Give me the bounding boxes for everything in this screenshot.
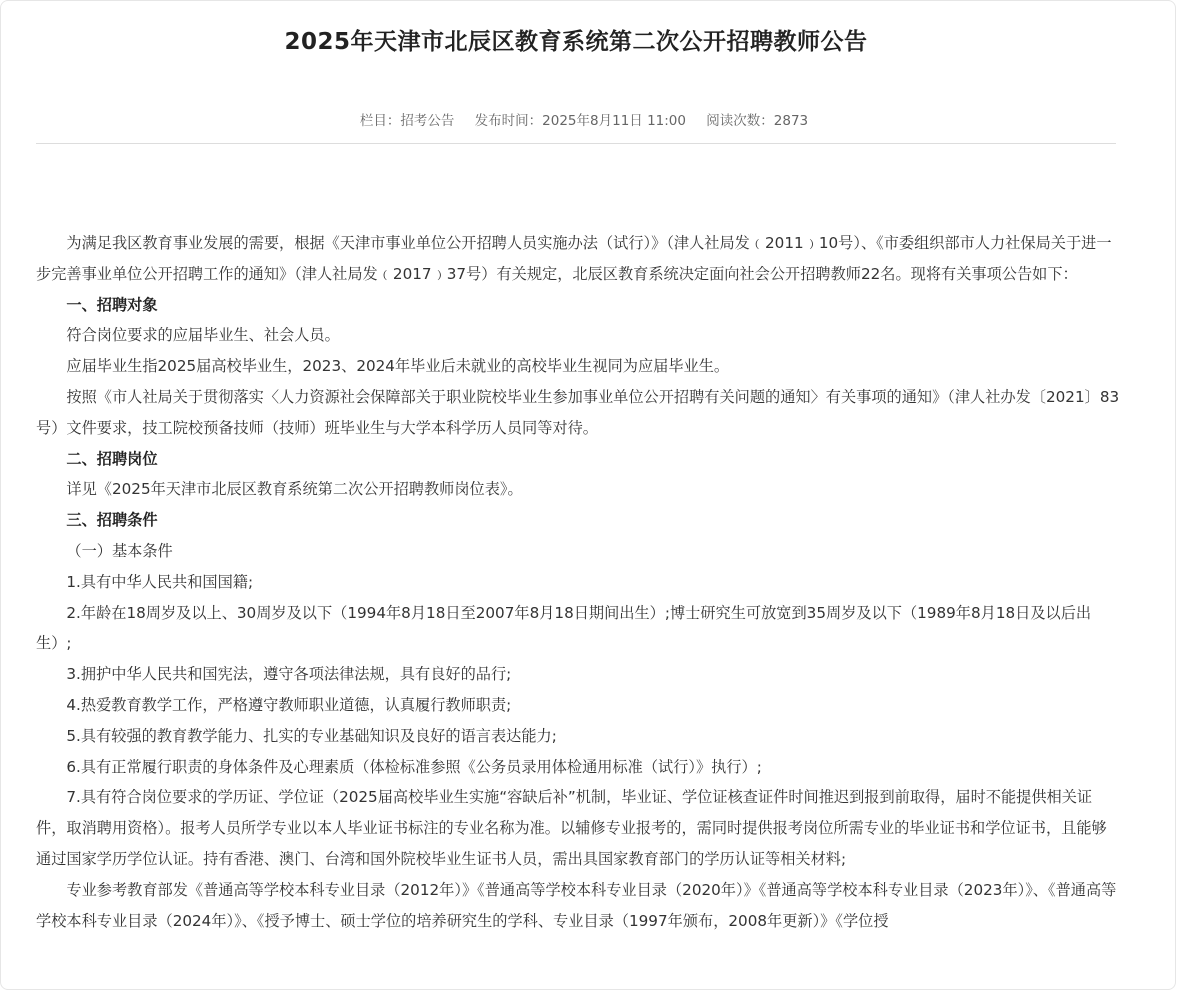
section-heading-recruit-target: 一、招聘对象 xyxy=(66,295,158,314)
meta-read-count: 阅读次数：2873 xyxy=(706,113,809,129)
condition-item: 6.具有正常履行职责的身体条件及心理素质（体检标准参照《公务员录用体检通用标准（试行）》执行）; xyxy=(66,757,762,776)
condition-item: 2.年龄在18周岁及以上、30周岁及以下（1994年8月18日至2007年8月18日期间出生）;博士研究生可放宽到35周岁及以下（1989年8月18日及以后出生）; xyxy=(36,603,1092,653)
paragraph: 符合岗位要求的应届毕业生、社会人员。 xyxy=(66,326,340,345)
article-meta xyxy=(1,109,1167,129)
condition-item: 5.具有较强的教育教学能力、扎实的专业基础知识及良好的语言表达能力; xyxy=(66,726,557,745)
condition-item: 1.具有中华人民共和国国籍; xyxy=(66,572,254,591)
subsection-heading-basic: （一）基本条件 xyxy=(66,541,173,560)
meta-column: 栏目：招考公告 xyxy=(359,113,455,129)
article-body xyxy=(36,228,1121,936)
meta-publish-time: 发布时间：2025年8月11日 11:00 xyxy=(474,113,686,129)
section-heading-conditions: 三、招聘条件 xyxy=(66,511,158,530)
condition-item: 4.热爱教育教学工作，严格遵守教师职业道德，认真履行教师职责; xyxy=(66,695,512,714)
paragraph: 应届毕业生指2025届高校毕业生，2023、2024年毕业后未就业的高校毕业生视同为应届毕业生。 xyxy=(66,357,730,376)
paragraph: 按照《市人社局关于贯彻落实〈人力资源社会保障部关于职业院校毕业生参加事业单位公开招聘有关问题的通知〉有关事项的通知》（津人社办发〔2021〕83号）文件要求，技工院校预备技师（技师）班毕业生与大学本科学历人员同等对待。 xyxy=(36,387,1120,437)
paragraph: 专业参考教育部发《普通高等学校本科专业目录（2012年）》《普通高等学校本科专业目录（2020年）》《普通高等学校本科专业目录（2023年）》、《普通高等学校本科专业目录（2024年）》、《授予博士、硕士学位的培养研究生的学科、专业目录（1997年颁布，2008年更新）》《学位授 xyxy=(36,880,1117,930)
paragraph-intro: 为满足我区教育事业发展的需要，根据《天津市事业单位公开招聘人员实施办法（试行）》（津人社局发﹙2011﹚10号）、《市委组织部市人力社保局关于进一步完善事业单位公开招聘工作的通知》（津人社局发﹙2017﹚37号）有关规定，北辰区教育系统决定面向社会公开招聘教师22名。现将有关事项公告如下： xyxy=(36,234,1112,283)
header-divider xyxy=(36,143,1116,144)
paragraph: 详见《2025年天津市北辰区教育系统第二次公开招聘教师岗位表》。 xyxy=(66,480,523,499)
condition-item: 3.拥护中华人民共和国宪法，遵守各项法律法规，具有良好的品行; xyxy=(66,665,512,684)
article-title: 2025年天津市北辰区教育系统第二次公开招聘教师公告 xyxy=(284,29,868,55)
section-heading-positions: 二、招聘岗位 xyxy=(66,449,158,468)
condition-item: 7.具有符合岗位要求的学历证、学位证（2025届高校毕业生实施“容缺后补”机制，毕业证、学位证核查证件时间推迟到报到前取得，届时不能提供相关证件，取消聘用资格）。报考人员所学专业以本人毕业证书标注的专业名称为准。以辅修专业报考的，需同时提供报考岗位所需专业的毕业证书和学位证书，且能够通过国家学历学位认证。持有香港、澳门、台湾和国外院校毕业生证书人员，需出具国家教育部门的学历认证等相关材料; xyxy=(36,788,1107,868)
